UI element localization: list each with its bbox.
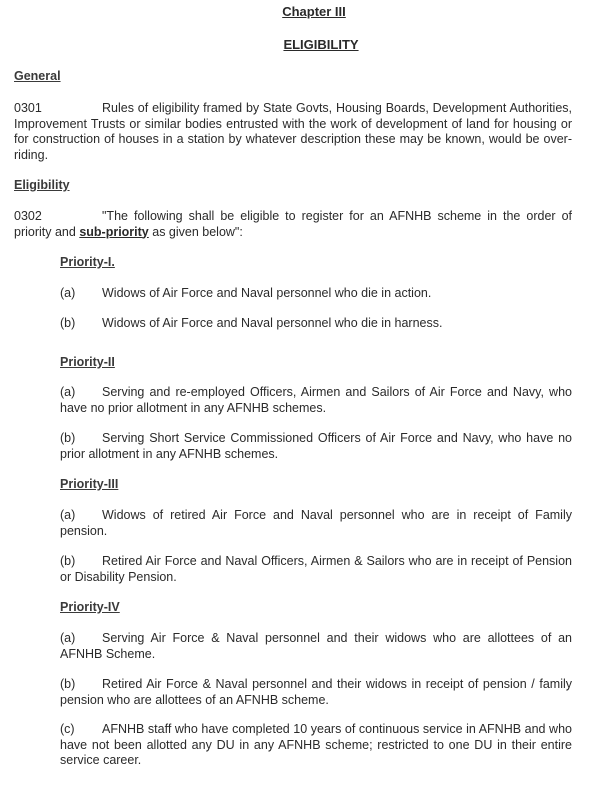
- item-label: (b): [60, 554, 76, 568]
- priority-4-item-c: [60, 722, 572, 769]
- item-text: Retired Air Force & Naval personnel and their widows in receipt of pension / family pension who are allottees of an AFNHB scheme.: [60, 677, 572, 707]
- priority-4-item-a: [60, 631, 572, 662]
- document-title: ELIGIBILITY: [283, 37, 359, 52]
- paragraph-number: 0302: [14, 209, 42, 223]
- item-label: (b): [60, 316, 76, 330]
- item-label: (a): [60, 508, 76, 522]
- paragraph-text-after: as given below":: [148, 224, 243, 239]
- paragraph-0301: [14, 101, 572, 163]
- item-label: (a): [60, 286, 76, 300]
- priority-4-item-b: [60, 677, 572, 708]
- section-heading-eligibility: Eligibility: [14, 178, 70, 192]
- item-label: (a): [60, 385, 76, 399]
- priority-1-item-a: [60, 286, 572, 302]
- priority-heading-4: Priority-IV: [60, 600, 120, 614]
- item-text: Widows of Air Force and Naval personnel who die in harness.: [102, 316, 443, 330]
- item-label: (c): [60, 722, 75, 736]
- priority-heading-1: Priority-I.: [60, 255, 115, 269]
- paragraph-0302: [14, 209, 572, 240]
- priority-heading-3: Priority-III: [60, 477, 119, 491]
- item-label: (b): [60, 677, 76, 691]
- item-text: AFNHB staff who have completed 10 years of continuous service in AFNHB and who have not been allotted any DU in any AFNHB scheme; restricted to one DU in their entire service career.: [60, 722, 572, 767]
- priority-3-item-a: [60, 508, 572, 539]
- sub-priority-term: sub-priority: [79, 224, 149, 239]
- item-text: Serving and re-employed Officers, Airmen and Sailors of Air Force and Navy, who have no prior allotment in any AFNHB schemes.: [60, 385, 572, 415]
- section-heading-general: General: [14, 69, 61, 83]
- paragraph-number: 0301: [14, 101, 42, 115]
- priority-2-item-b: [60, 431, 572, 462]
- item-text: Serving Short Service Commissioned Officers of Air Force and Navy, who have no prior allotment in any AFNHB schemes.: [60, 431, 572, 461]
- item-text: Widows of Air Force and Naval personnel who die in action.: [102, 286, 432, 300]
- priority-2-item-a: [60, 385, 572, 416]
- priority-1-item-b: [60, 316, 572, 332]
- priority-3-item-b: [60, 554, 572, 585]
- item-label: (b): [60, 431, 76, 445]
- paragraph-text: Rules of eligibility framed by State Govts, Housing Boards, Development Authorities, Improvement Trusts or similar bodies entrusted with the work of development of land for housing or for construction of houses in a station by whatever description these may be known, would be over-riding.: [14, 101, 572, 162]
- item-text: Widows of retired Air Force and Naval personnel who are in receipt of Family pension.: [60, 508, 572, 538]
- priority-heading-2: Priority-II: [60, 355, 115, 369]
- paragraph-text-before: "The following shall be eligible to register for an AFNHB scheme in the order of priority and: [14, 209, 572, 239]
- item-text: Serving Air Force & Naval personnel and their widows who are allottees of an AFNHB Scheme.: [60, 631, 572, 661]
- item-label: (a): [60, 631, 76, 645]
- item-text: Retired Air Force and Naval Officers, Airmen & Sailors who are in receipt of Pension or Disability Pension.: [60, 554, 572, 584]
- chapter-heading: Chapter III: [282, 4, 346, 19]
